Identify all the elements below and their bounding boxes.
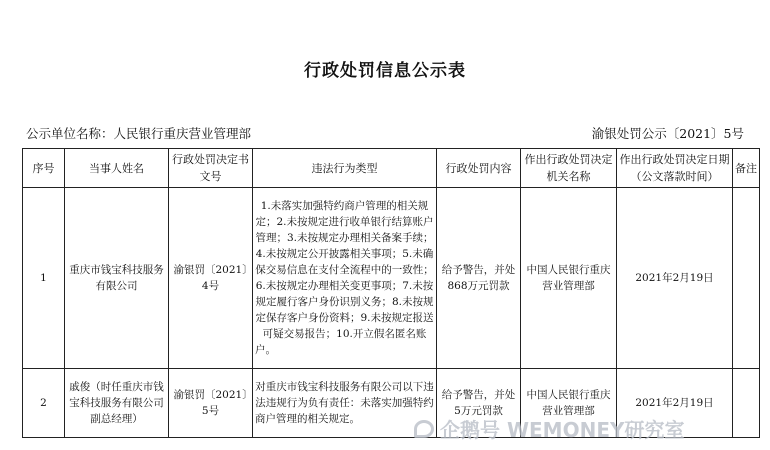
table-header-row bbox=[23, 149, 760, 188]
penguin-logo-icon bbox=[414, 420, 434, 438]
cell-seq: 1 bbox=[23, 188, 65, 369]
header-seq: 序号 bbox=[23, 149, 65, 188]
cell-penalty: 给予警告，并处5万元罚款 bbox=[437, 369, 521, 438]
cell-authority: 中国人民银行重庆营业管理部 bbox=[521, 369, 617, 438]
header-penalty: 行政处罚内容 bbox=[437, 149, 521, 188]
cell-date: 2021年2月19日 bbox=[617, 188, 733, 369]
header-date: 作出行政处罚决定日期（公文落款时间） bbox=[617, 149, 733, 188]
cell-doc-no: 渝银罚〔2021〕5号 bbox=[169, 369, 253, 438]
cell-penalty: 给予警告，并处868万元罚款 bbox=[437, 188, 521, 369]
header-doc-no: 行政处罚决定书文号 bbox=[169, 149, 253, 188]
header-violation: 违法行为类型 bbox=[253, 149, 437, 188]
header-authority: 作出行政处罚决定机关名称 bbox=[521, 149, 617, 188]
cell-authority: 中国人民银行重庆营业管理部 bbox=[521, 188, 617, 369]
cell-remark bbox=[733, 188, 760, 369]
table-row bbox=[23, 188, 760, 369]
cell-remark bbox=[733, 369, 760, 438]
watermark bbox=[414, 414, 684, 443]
cell-violation: 1.未落实加强特约商户管理的相关规定；2.未按规定进行收单银行结算账户管理；3.未按规定办理相关备案手续；4.未按规定公开披露相关事项；5.未确保交易信息在支付全流程中的一致性；6.未按规定办理相关变更事项；7.未按规定履行客户身份识别义务；8.未按规定保存客户身份资料；9.未按规定报送可疑交易报告；10.开立假名匿名账户。 bbox=[253, 188, 437, 369]
cell-seq: 2 bbox=[23, 369, 65, 438]
penalty-table bbox=[22, 148, 760, 438]
notice-number: 渝银处罚公示〔2021〕5号 bbox=[591, 126, 744, 141]
cell-party: 戚俊（时任重庆市钱宝科技服务有限公司副总经理） bbox=[65, 369, 169, 438]
publisher-name: 公示单位名称：人民银行重庆营业管理部 bbox=[26, 126, 252, 141]
header-party: 当事人姓名 bbox=[65, 149, 169, 188]
watermark-text: 企鹅号 WEMONEY研究室 bbox=[440, 418, 685, 442]
cell-violation: 对重庆市钱宝科技服务有限公司以下违法违规行为负有责任：未落实加强特约商户管理的相关规定。 bbox=[253, 369, 437, 438]
page-title: 行政处罚信息公示表 bbox=[304, 61, 466, 81]
cell-date: 2021年2月19日 bbox=[617, 369, 733, 438]
header-remark: 备注 bbox=[733, 149, 760, 188]
cell-doc-no: 渝银罚〔2021〕4号 bbox=[169, 188, 253, 369]
cell-party: 重庆市钱宝科技服务有限公司 bbox=[65, 188, 169, 369]
